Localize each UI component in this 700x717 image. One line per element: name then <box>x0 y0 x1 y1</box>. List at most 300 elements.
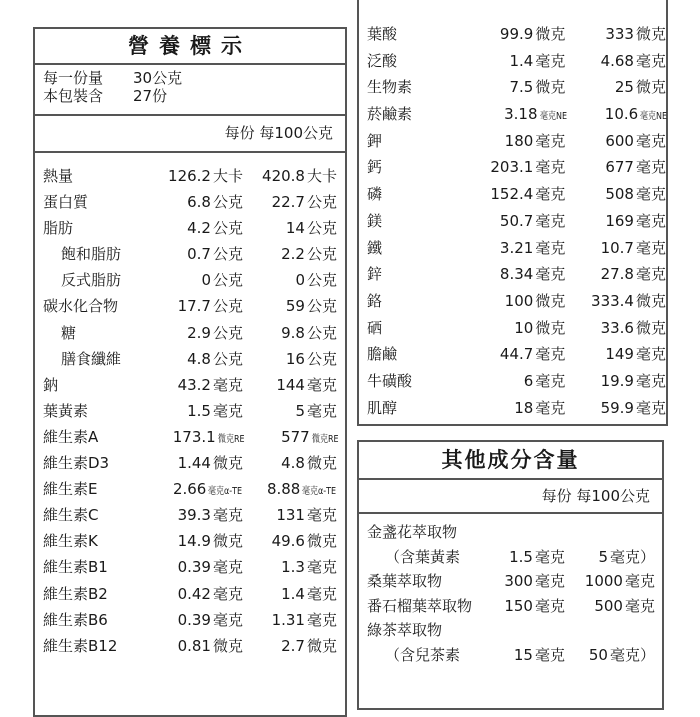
amount-cell <box>155 293 243 319</box>
amount-cell <box>243 320 337 346</box>
column-header: 每份 每100公克 <box>35 116 345 153</box>
amount-value: 8.88 <box>266 480 301 499</box>
amount-value: 19.9 <box>600 371 634 390</box>
amount-unit: 毫克 <box>535 371 566 390</box>
amount-unit: 毫克 <box>624 572 655 590</box>
amount-value: 4.2 <box>187 219 211 238</box>
amount-unit: 公克 <box>212 219 243 238</box>
amount-unit: 毫克 <box>635 371 666 390</box>
amount-value: 4.8 <box>187 349 211 368</box>
amount-cell <box>565 315 666 342</box>
other-title: 其他成分含量 <box>359 442 662 480</box>
amount-unit: 微克 <box>212 454 243 473</box>
amount-cell <box>487 618 565 643</box>
amount-cell <box>243 215 337 241</box>
amount-cell <box>243 241 337 267</box>
nutrient-row <box>359 594 662 619</box>
amount-unit: 公克 <box>212 193 243 212</box>
amount-value: 14 <box>285 219 305 238</box>
amount-unit: 毫克 <box>212 558 243 577</box>
amount-unit: 毫克 <box>535 265 566 284</box>
amount-value: 4.8 <box>281 454 305 473</box>
amount-unit: 毫克 <box>635 185 666 204</box>
amount-unit: 大卡 <box>212 167 243 185</box>
amount-cell <box>155 476 243 502</box>
amount-cell <box>451 21 565 48</box>
amount-unit: 毫克 <box>306 610 337 629</box>
nutrition-facts-continued <box>357 0 668 426</box>
amount-cell <box>451 395 565 422</box>
amount-unit: 毫克 <box>534 547 565 566</box>
amount-unit: 微克 <box>535 291 566 310</box>
amount-unit: 毫克 <box>635 345 666 364</box>
amount-value: 169 <box>605 211 634 230</box>
amount-unit: 毫克 <box>535 158 566 177</box>
amount-cell <box>451 208 565 235</box>
amount-unit: 微克RE <box>311 433 339 445</box>
amount-cell <box>451 128 565 155</box>
amount-cell <box>451 261 565 288</box>
amount-cell <box>155 554 243 580</box>
amount-value: 50 <box>588 645 608 664</box>
amount-unit: 公克 <box>212 323 243 342</box>
amount-unit: 毫克 <box>635 211 666 230</box>
amount-unit: 毫克α-TE <box>208 486 243 498</box>
amount-value: 420.8 <box>262 167 305 185</box>
nutrient-name: 鉀 <box>367 131 383 150</box>
nutrient-row <box>359 21 666 48</box>
nutrient-name: 膽鹼 <box>367 345 398 364</box>
amount-unit: 微克RE <box>217 433 245 445</box>
amount-cell <box>243 267 337 293</box>
nutrient-name: 維生素B12 <box>43 636 118 655</box>
amount-cell <box>565 154 666 181</box>
amount-value: 8.34 <box>499 265 534 284</box>
amount-unit: 毫克 <box>635 51 666 70</box>
nutrient-row <box>359 261 666 288</box>
nutrient-row <box>359 235 666 262</box>
amount-value: 25 <box>614 78 634 97</box>
amount-unit: 微克 <box>635 291 666 310</box>
amount-unit: 毫克 <box>212 401 243 420</box>
amount-value: 152.4 <box>490 185 534 204</box>
amount-unit: 毫克 <box>635 238 666 257</box>
nutrient-name: （含兒茶素 <box>385 645 461 664</box>
amount-unit: 公克 <box>212 297 243 316</box>
amount-cell <box>487 569 565 594</box>
amount-cell <box>565 594 655 619</box>
amount-unit: 毫克 <box>635 265 666 284</box>
amount-unit: 公克 <box>306 297 337 316</box>
amount-unit: 毫克 <box>535 211 566 230</box>
amount-cell <box>243 450 337 476</box>
amount-value: 2.7 <box>281 636 305 655</box>
nutrient-row <box>359 545 662 570</box>
nutrient-name: 鎂 <box>367 211 383 230</box>
amount-cell <box>565 128 666 155</box>
amount-unit: 毫克 <box>635 158 666 177</box>
nutrient-row <box>35 241 345 267</box>
amount-value: 1.44 <box>177 454 211 473</box>
amount-cell <box>155 607 243 633</box>
nutrient-name: 生物素 <box>367 78 413 97</box>
amount-value: 333 <box>605 25 634 43</box>
amount-value: 0 <box>201 271 211 290</box>
amount-cell <box>451 341 565 368</box>
amount-value: 10.7 <box>600 238 634 257</box>
amount-cell <box>155 346 243 372</box>
nutrient-name: 脂肪 <box>43 219 74 238</box>
amount-unit: 毫克 <box>306 375 337 394</box>
nutrient-name: 維生素B2 <box>43 584 108 603</box>
amount-value: 508 <box>605 185 634 204</box>
nutrient-name: 膳食纖維 <box>61 349 122 368</box>
nutrient-name: 番石榴葉萃取物 <box>367 596 473 615</box>
nutrient-row <box>35 450 345 476</box>
nutrient-row <box>359 101 666 128</box>
amount-cell <box>565 101 666 128</box>
amount-value: 131 <box>276 506 305 525</box>
nutrient-row <box>359 569 662 594</box>
amount-unit: 毫克 <box>212 506 243 525</box>
nutrient-name: 熱量 <box>43 167 74 185</box>
amount-cell <box>565 48 666 75</box>
amount-cell <box>155 450 243 476</box>
nutrient-name: 維生素B1 <box>43 558 108 577</box>
amount-cell <box>565 395 666 422</box>
amount-value: 44.7 <box>499 345 534 364</box>
amount-unit: 毫克 <box>535 345 566 364</box>
nutrient-list <box>35 153 345 659</box>
nutrient-row <box>35 398 345 424</box>
amount-value: 2.9 <box>187 323 211 342</box>
amount-cell <box>243 502 337 528</box>
amount-value: 0.7 <box>187 245 211 264</box>
amount-unit: 毫克 <box>212 375 243 394</box>
amount-cell <box>565 288 666 315</box>
amount-cell <box>451 101 565 128</box>
nutrient-name: 菸鹼素 <box>367 105 413 124</box>
amount-cell <box>243 346 337 372</box>
amount-cell <box>451 315 565 342</box>
amount-cell <box>155 267 243 293</box>
amount-unit: 微克 <box>535 318 566 337</box>
amount-value: 1.31 <box>271 610 305 629</box>
amount-unit: 毫克 <box>535 185 566 204</box>
amount-value: 5 <box>295 401 305 420</box>
amount-cell <box>155 189 243 215</box>
amount-value: 16 <box>285 349 305 368</box>
amount-cell <box>243 554 337 580</box>
nutrient-row <box>359 288 666 315</box>
amount-unit: 公克 <box>306 245 337 264</box>
amount-unit: 毫克 <box>534 572 565 590</box>
nutrient-row <box>359 643 662 668</box>
amount-cell <box>565 181 666 208</box>
nutrient-row <box>359 315 666 342</box>
nutrient-row <box>359 48 666 75</box>
amount-value: 577 <box>281 427 310 446</box>
amount-unit: 毫克 <box>635 398 666 417</box>
amount-unit: 公克 <box>212 271 243 290</box>
nutrient-row <box>359 181 666 208</box>
amount-cell <box>565 208 666 235</box>
amount-cell <box>155 528 243 554</box>
amount-cell <box>487 545 565 570</box>
nutrient-row <box>35 267 345 293</box>
nutrient-name: 維生素C <box>43 506 99 525</box>
nutrient-row <box>35 189 345 215</box>
nutrient-name: 牛磺酸 <box>367 371 413 390</box>
amount-value: 1.4 <box>509 51 534 70</box>
amount-unit: 毫克 <box>535 238 566 257</box>
amount-unit: 毫克NE <box>640 111 668 123</box>
amount-value: 2.66 <box>172 480 207 499</box>
ingredient-list <box>359 514 662 667</box>
amount-cell <box>243 189 337 215</box>
nutrient-name: 維生素K <box>43 532 98 551</box>
amount-value: 1000 <box>584 572 623 590</box>
nutrient-row <box>35 346 345 372</box>
amount-unit: 毫克 <box>534 596 565 615</box>
amount-value: 18 <box>514 398 534 417</box>
amount-cell <box>243 476 337 502</box>
amount-value: 14.9 <box>177 532 211 551</box>
serving-size-label: 每一份量 <box>43 69 104 87</box>
amount-cell <box>451 48 565 75</box>
amount-unit: 公克 <box>306 323 337 342</box>
nutrient-name: 糖 <box>61 323 77 342</box>
amount-cell <box>243 581 337 607</box>
servings: 27份 <box>133 87 168 105</box>
amount-unit: 毫克 <box>212 610 243 629</box>
nutrient-row <box>35 372 345 398</box>
amount-cell <box>565 74 666 101</box>
nutrient-name: 蛋白質 <box>43 193 89 212</box>
nutrient-name: 反式脂肪 <box>61 271 122 290</box>
amount-value: 15 <box>513 645 533 664</box>
amount-value: 0.42 <box>177 584 211 603</box>
amount-value: 100 <box>504 291 534 310</box>
amount-cell <box>243 163 337 189</box>
other-column-header: 每份 每100公克 <box>359 480 662 514</box>
amount-cell <box>243 528 337 554</box>
nutrient-name: 維生素D3 <box>43 454 110 473</box>
amount-cell <box>565 643 655 668</box>
amount-value: 6 <box>523 371 534 390</box>
amount-value: 677 <box>605 158 634 177</box>
nutrient-row <box>359 208 666 235</box>
amount-value: 1.5 <box>187 401 211 420</box>
amount-cell <box>243 398 337 424</box>
nutrient-row <box>35 215 345 241</box>
serving-info <box>35 65 345 116</box>
amount-unit: 微克 <box>306 532 337 551</box>
amount-cell <box>243 633 337 659</box>
amount-value: 3.21 <box>499 238 534 257</box>
amount-unit: 微克 <box>306 636 337 655</box>
amount-unit: 毫克 <box>624 596 655 615</box>
amount-cell <box>451 74 565 101</box>
amount-value: 59.9 <box>600 398 634 417</box>
amount-unit: 毫克 <box>306 401 337 420</box>
amount-cell <box>155 163 243 189</box>
amount-value: 0.39 <box>177 558 211 577</box>
amount-value: 49.6 <box>271 532 305 551</box>
nutrient-row <box>359 74 666 101</box>
nutrient-name: 葉黃素 <box>43 401 89 420</box>
nutrient-row <box>35 528 345 554</box>
amount-unit: 公克 <box>212 349 243 368</box>
amount-unit: 毫克 <box>534 645 565 664</box>
nutrient-name: 泛酸 <box>367 51 398 70</box>
amount-value: 180 <box>504 131 534 150</box>
amount-value: 22.7 <box>271 193 305 212</box>
amount-value: 126.2 <box>168 167 211 185</box>
amount-cell <box>451 154 565 181</box>
amount-unit: 毫克） <box>609 645 655 664</box>
amount-value: 27.8 <box>600 265 634 284</box>
amount-unit: 毫克 <box>535 51 566 70</box>
nutrient-name: 鈣 <box>367 158 383 177</box>
amount-value: 43.2 <box>177 375 211 394</box>
nutrient-row <box>35 476 345 502</box>
nutrient-row <box>359 341 666 368</box>
amount-cell <box>487 520 565 545</box>
amount-cell <box>565 235 666 262</box>
amount-cell <box>243 424 337 450</box>
amount-unit: 微克 <box>535 25 566 43</box>
nutrition-facts-panel <box>33 27 347 717</box>
nutrient-name: 桑葉萃取物 <box>367 572 443 590</box>
amount-unit: 微克 <box>212 532 243 551</box>
amount-cell <box>155 215 243 241</box>
amount-unit: 微克 <box>306 454 337 473</box>
nutrient-row <box>359 368 666 395</box>
amount-value: 4.68 <box>600 51 634 70</box>
amount-unit: 微克 <box>635 318 666 337</box>
amount-value: 203.1 <box>490 158 534 177</box>
amount-value: 9.8 <box>281 323 305 342</box>
amount-value: 59 <box>285 297 305 316</box>
amount-value: 173.1 <box>172 427 216 446</box>
amount-value: 10 <box>514 318 534 337</box>
amount-value: 144 <box>276 375 305 394</box>
nutrient-name: 磷 <box>367 185 383 204</box>
amount-value: 1.3 <box>281 558 305 577</box>
nutrient-row <box>359 154 666 181</box>
amount-unit: 大卡 <box>306 167 337 185</box>
amount-cell <box>155 241 243 267</box>
amount-value: 300 <box>504 572 533 590</box>
amount-value: 3.18 <box>504 105 538 124</box>
amount-cell <box>565 368 666 395</box>
nutrient-name: 碳水化合物 <box>43 297 119 316</box>
amount-value: 150 <box>504 596 533 615</box>
nutrient-name: 維生素B6 <box>43 610 108 629</box>
serving-size: 30公克 <box>133 69 183 87</box>
nutrient-name: 葉酸 <box>367 25 398 43</box>
amount-unit: 毫克 <box>306 506 337 525</box>
amount-value: 149 <box>605 345 634 364</box>
amount-unit: 毫克 <box>306 558 337 577</box>
nutrient-row <box>35 554 345 580</box>
amount-cell <box>565 341 666 368</box>
amount-cell <box>565 21 666 48</box>
amount-value: 0.39 <box>177 610 211 629</box>
nutrition-title: 營養標示 <box>35 29 345 65</box>
nutrient-row <box>35 293 345 319</box>
amount-value: 10.6 <box>604 105 639 124</box>
nutrient-name: 鐵 <box>367 238 383 257</box>
amount-value: 0.81 <box>177 636 211 655</box>
amount-value: 600 <box>605 131 634 150</box>
amount-cell <box>155 633 243 659</box>
nutrient-row <box>359 128 666 155</box>
nutrient-row <box>359 520 662 545</box>
amount-value: 7.5 <box>509 78 534 97</box>
nutrient-name: 綠茶萃取物 <box>367 621 443 639</box>
amount-cell <box>451 368 565 395</box>
amount-value: 6.8 <box>187 193 211 212</box>
amount-cell <box>487 643 565 668</box>
amount-unit: 毫克 <box>212 584 243 603</box>
amount-cell <box>487 594 565 619</box>
amount-value: 17.7 <box>177 297 211 316</box>
amount-unit: 微克 <box>635 25 666 43</box>
amount-cell <box>565 520 655 545</box>
nutrient-row <box>359 618 662 643</box>
amount-value: 1.5 <box>509 547 533 566</box>
amount-cell <box>243 293 337 319</box>
nutrient-row <box>35 607 345 633</box>
amount-cell <box>565 545 655 570</box>
nutrient-row <box>35 502 345 528</box>
amount-cell <box>155 424 243 450</box>
nutrient-name: 肌醇 <box>367 398 398 417</box>
amount-cell <box>155 398 243 424</box>
amount-unit: 公克 <box>306 271 337 290</box>
amount-value: 500 <box>594 596 623 615</box>
amount-cell <box>243 372 337 398</box>
amount-value: 33.6 <box>600 318 634 337</box>
amount-unit: 公克 <box>306 349 337 368</box>
nutrient-row <box>35 424 345 450</box>
amount-value: 50.7 <box>499 211 534 230</box>
other-ingredients-panel <box>357 440 664 710</box>
amount-unit: 公克 <box>212 245 243 264</box>
amount-cell <box>451 181 565 208</box>
nutrient-name: 鈉 <box>43 375 59 394</box>
nutrient-row <box>35 633 345 659</box>
amount-cell <box>565 261 666 288</box>
nutrient-name: 硒 <box>367 318 383 337</box>
nutrient-name: 金盞花萃取物 <box>367 523 458 541</box>
amount-value: 1.4 <box>281 584 305 603</box>
amount-unit: 毫克 <box>535 398 566 417</box>
amount-unit: 微克 <box>635 78 666 97</box>
amount-unit: 公克 <box>306 219 337 238</box>
nutrient-row <box>35 163 345 189</box>
amount-value: 99.9 <box>499 25 534 43</box>
amount-unit: 微克 <box>212 636 243 655</box>
amount-cell <box>155 320 243 346</box>
nutrient-row <box>35 581 345 607</box>
nutrient-name: 鉻 <box>367 291 383 310</box>
amount-value: 5 <box>598 547 608 566</box>
amount-cell <box>243 607 337 633</box>
amount-unit: 毫克 <box>535 131 566 150</box>
